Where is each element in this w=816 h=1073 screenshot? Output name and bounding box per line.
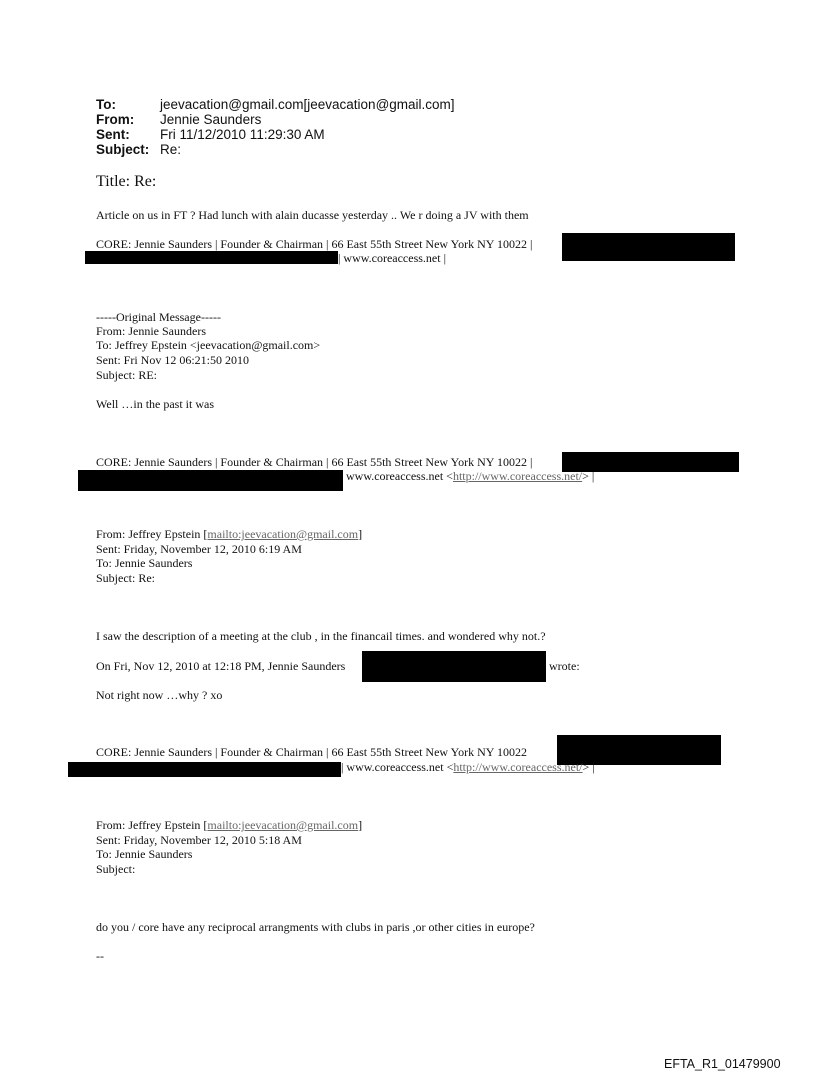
- from-value: Jennie Saunders: [160, 112, 262, 127]
- redaction-box: [85, 251, 338, 264]
- orig-to: To: Jeffrey Epstein <jeevacation@gmail.com>: [96, 338, 321, 352]
- msg3-sent: Sent: Friday, November 12, 2010 5:18 AM: [96, 833, 302, 847]
- msg2-subject: Subject: Re:: [96, 571, 155, 585]
- msg3-sig-dash: --: [96, 949, 104, 963]
- header-subject-row: [96, 142, 181, 157]
- header-sent-row: [96, 127, 325, 142]
- mailto-link[interactable]: mailto:jeevacation@gmail.com: [207, 527, 359, 541]
- redaction-box: [562, 233, 735, 261]
- msg3-from-text: From: Jeffrey Epstein [: [96, 818, 208, 832]
- from-label: From:: [96, 112, 135, 127]
- coreaccess-link[interactable]: http://www.coreaccess.net/: [453, 760, 583, 774]
- body-line: Article on us in FT ? Had lunch with alain ducasse yesterday .. We r doing a JV with them: [96, 208, 529, 222]
- msg3-body: do you / core have any reciprocal arrangments with clubs in paris ,or other cities in europe?: [96, 920, 535, 934]
- subject-label: Subject:: [96, 142, 150, 157]
- to-label: To:: [96, 97, 116, 112]
- signature-line2: [341, 760, 595, 775]
- signature-line2-text: | www.coreaccess.net <: [341, 760, 454, 774]
- redaction-box: [362, 651, 546, 682]
- msg3-to: To: Jennie Saunders: [96, 847, 193, 861]
- msg2-quote-post: wrote:: [549, 659, 580, 673]
- msg3-subject: Subject:: [96, 862, 136, 876]
- sent-value: Fri 11/12/2010 11:29:30 AM: [160, 127, 325, 142]
- to-value: jeevacation@gmail.com[jeevacation@gmail.com]: [160, 97, 455, 112]
- signature-line1: CORE: Jennie Saunders | Founder & Chairman | 66 East 55th Street New York NY 10022 |: [96, 455, 533, 469]
- header-to-row: [96, 97, 455, 112]
- msg3-from-end: ]: [358, 818, 363, 832]
- document-id-footer: EFTA_R1_01479900: [664, 1057, 781, 1071]
- signature-line1: CORE: Jennie Saunders | Founder & Chairman | 66 East 55th Street New York NY 10022 |: [96, 237, 533, 251]
- msg2-from-text: From: Jeffrey Epstein [: [96, 527, 208, 541]
- msg2-from: [96, 527, 362, 542]
- signature-line2: | www.coreaccess.net |: [338, 251, 446, 265]
- signature-line2-end: > |: [582, 469, 595, 483]
- subject-value: Re:: [160, 142, 182, 157]
- orig-body: Well …in the past it was: [96, 397, 215, 411]
- msg2-body: I saw the description of a meeting at the club , in the financail times. and wondered why not.?: [96, 629, 546, 643]
- original-message-divider: -----Original Message-----: [96, 310, 221, 324]
- msg2-quote-pre: On Fri, Nov 12, 2010 at 12:18 PM, Jennie Saunders: [96, 659, 346, 673]
- document-title: Title: Re:: [96, 173, 157, 190]
- sent-label: Sent:: [96, 127, 130, 142]
- orig-sent: Sent: Fri Nov 12 06:21:50 2010: [96, 353, 250, 367]
- msg3-from: [96, 818, 362, 833]
- redaction-box: [68, 762, 341, 777]
- signature-line2-end: > |: [582, 760, 595, 774]
- msg2-reply: Not right now …why ? xo: [96, 688, 223, 702]
- msg2-to: To: Jennie Saunders: [96, 556, 193, 570]
- orig-from: From: Jennie Saunders: [96, 324, 206, 338]
- orig-subject: Subject: RE:: [96, 368, 157, 382]
- msg2-from-end: ]: [358, 527, 363, 541]
- msg2-sent: Sent: Friday, November 12, 2010 6:19 AM: [96, 542, 302, 556]
- header-from-row: [96, 112, 261, 127]
- signature-line2-text: www.coreaccess.net <: [346, 469, 453, 483]
- signature-line2: [346, 469, 594, 484]
- mailto-link[interactable]: mailto:jeevacation@gmail.com: [207, 818, 359, 832]
- signature-line1: CORE: Jennie Saunders | Founder & Chairman | 66 East 55th Street New York NY 10022: [96, 745, 527, 759]
- coreaccess-link[interactable]: http://www.coreaccess.net/: [452, 469, 583, 483]
- redaction-box: [78, 470, 343, 491]
